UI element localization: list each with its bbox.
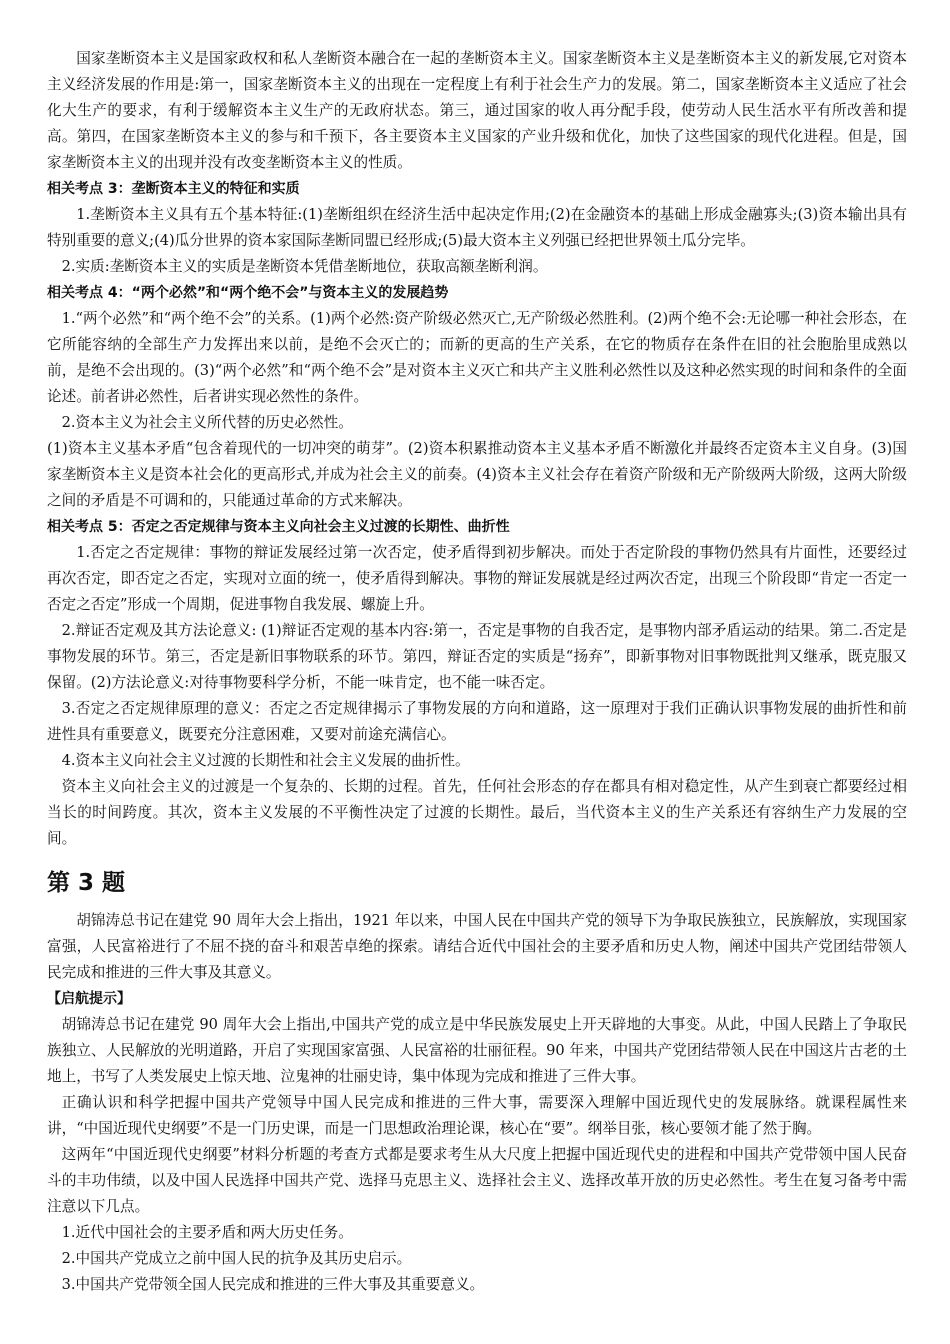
paragraph-transition-body: 资本主义向社会主义的过渡是一个复杂的、长期的过程。首先，任何社会形态的存在都具有相对稳定性，从产生到衰亡都要经过相当长的时间跨度。其次，资本主义发展的不平衡性决定了过渡的长期性。最后，当代资本主义的生产关系还有容纳生产力发展的空间。: [47, 778, 907, 847]
list-item-1: 1.近代中国社会的主要矛盾和两大历史任务。: [61, 1224, 353, 1241]
hint-heading: 【启航提示】: [47, 991, 131, 1007]
heading-point-4: 相关考点 4：“两个必然”和“两个绝不会”与资本主义的发展趋势: [47, 285, 449, 301]
paragraph-two-inevitables: 1.“两个必然”和“两个绝不会”的关系。(1)两个必然:资产阶级必然灭亡,无产阶级必然胜利。(2)两个绝不会:无论哪一种社会形态，在它所能容纳的全部生产力发挥出来以前，是绝不会灭亡的；而新的更高的生产关系，在它的物质存在条件在旧的社会胞胎里成熟以前，是绝不会出现的。(3)“两个必然”和“两个绝不会”是对资本主义灭亡和共产主义胜利必然性以及这种必然实现的时间和条件的全面论述。前者讲必然性，后者讲实现必然性的条件。: [47, 310, 907, 405]
paragraph-exam-method: 这两年“中国近现代史纲要”材料分析题的考查方式都是要求考生从大尺度上把握中国近现代史的进程和中国共产党带领中国人民奋斗的丰功伟绩，以及中国人民选择中国共产党、选择马克思主义、选择社会主义、选择改革开放的历史必然性。考生在复习备考中需注意以下几点。: [47, 1146, 907, 1215]
heading-point-3: 相关考点 3：垄断资本主义的特征和实质: [47, 181, 300, 197]
paragraph-dialectical-negation: 2.辩证否定观及其方法论意义: (1)辩证否定观的基本内容:第一，否定是事物的自我否定，是事物内部矛盾运动的结果。第二.否定是事物发展的环节。第三，否定是新旧事物联系的环节。第四，辩证否定的实质是“扬弃”，即新事物对旧事物既批判又继承，既克服又保留。(2)方法论意义:对待事物要科学分析，不能一味肯定，也不能一味否定。: [47, 622, 907, 691]
list-item-3: 3.中国共产党带领全国人民完成和推进的三件大事及其重要意义。: [61, 1276, 485, 1293]
question-text: 胡锦涛总书记在建党 90 周年大会上指出，1921 年以来，中国人民在中国共产党的领导下为争取民族独立，民族解放，实现国家富强，人民富裕进行了不屈不挠的奋斗和艰苦卓绝的探索。请结合近代中国社会的主要矛盾和历史人物，阐述中国共产党团结带领人民完成和推进的三件大事及其意义。: [47, 912, 907, 981]
paragraph-negation-law: 1.否定之否定规律：事物的辩证发展经过第一次否定，使矛盾得到初步解决。而处于否定阶段的事物仍然具有片面性，还要经过再次否定，即否定之否定，实现对立面的统一，使矛盾得到解决。事物的辩证发展就是经过两次否定，出现三个阶段即“肯定一否定一否定之否定”形成一个周期，促进事物自我发展、螺旋上升。: [47, 544, 907, 613]
paragraph-historical-necessity: 2.资本主义为社会主义所代替的历史必然性。: [61, 414, 353, 431]
paragraph-essence: 2.实质:垄断资本主义的实质是垄断资本凭借垄断地位，获取高额垄断利润。: [61, 258, 548, 275]
paragraph-five-features: 1.垄断资本主义具有五个基本特征:(1)垄断组织在经济生活中起决定作用;(2)在金融资本的基础上形成金融寡头;(3)资本输出具有特别重要的意义;(4)瓜分世界的资本家国际垄断同盟已经形成;(5)最大资本主义列强已经把世界领土瓜分完毕。: [47, 206, 907, 249]
question-title: 第 3 题: [47, 870, 126, 896]
paragraph-transition-title: 4.资本主义向社会主义过渡的长期性和社会主义发展的曲折性。: [61, 752, 470, 769]
paragraph-three-events: 正确认识和科学把握中国共产党领导中国人民完成和推进的三件大事，需要深入理解中国近现代史的发展脉络。就课程属性来讲，“中国近现代史纲要”不是一门历史课，而是一门思想政治理论课，核心在“要”。纲举目张，核心要领才能了然于胸。: [47, 1094, 907, 1137]
paragraph-negation-significance: 3.否定之否定规律原理的意义：否定之否定规律揭示了事物发展的方向和道路，这一原理对于我们正确认识事物发展的曲折性和前进性具有重要意义，既要充分注意困难，又要对前途充满信心。: [47, 700, 907, 743]
paragraph-party-founding: 胡锦涛总书记在建党 90 周年大会上指出,中国共产党的成立是中华民族发展史上开天辟地的大事变。从此，中国人民踏上了争取民族独立、人民解放的光明道路，开启了实现国家富强、人民富裕的壮丽征程。90 年来，中国共产党团结带领人民在中国这片古老的土地上，书写了人类发展史上惊天地、泣鬼神的壮丽史诗，集中体现为完成和推进了三件大事。: [47, 1016, 907, 1085]
heading-point-5: 相关考点 5：否定之否定规律与资本主义向社会主义过渡的长期性、曲折性: [47, 519, 510, 535]
list-item-2: 2.中国共产党成立之前中国人民的抗争及其历史启示。: [61, 1250, 412, 1267]
paragraph-state-monopoly: 国家垄断资本主义是国家政权和私人垄断资本融合在一起的垄断资本主义。国家垄断资本主义是垄断资本主义的新发展,它对资本主义经济发展的作用是:第一，国家垄断资本主义的出现在一定程度上有利于社会生产力的发展。第二，国家垄断资本主义适应了社会化大生产的要求，有利于缓解资本主义生产的无政府状态。第三，通过国家的收人再分配手段，使劳动人民生活水平有所改善和提高。第四，在国家垄断资本主义的参与和千预下，各主要资本主义国家的产业升级和优化，加快了这些国家的现代化进程。但是，国家垄断资本主义的出现并没有改变垄断资本主义的性质。: [47, 50, 907, 171]
paragraph-basic-contradiction: (1)资本主义基本矛盾“包含着现代的一切冲突的萌芽”。(2)资本积累推动资本主义基本矛盾不断激化并最终否定资本主义自身。(3)国家垄断资本主义是资本社会化的更高形式,并成为社会主义的前奏。(4)资本主义社会存在着资产阶级和无产阶级两大阶级，这两大阶级之间的矛盾是不可调和的，只能通过革命的方式来解决。: [47, 440, 907, 509]
document-page: [47, 46, 907, 1298]
